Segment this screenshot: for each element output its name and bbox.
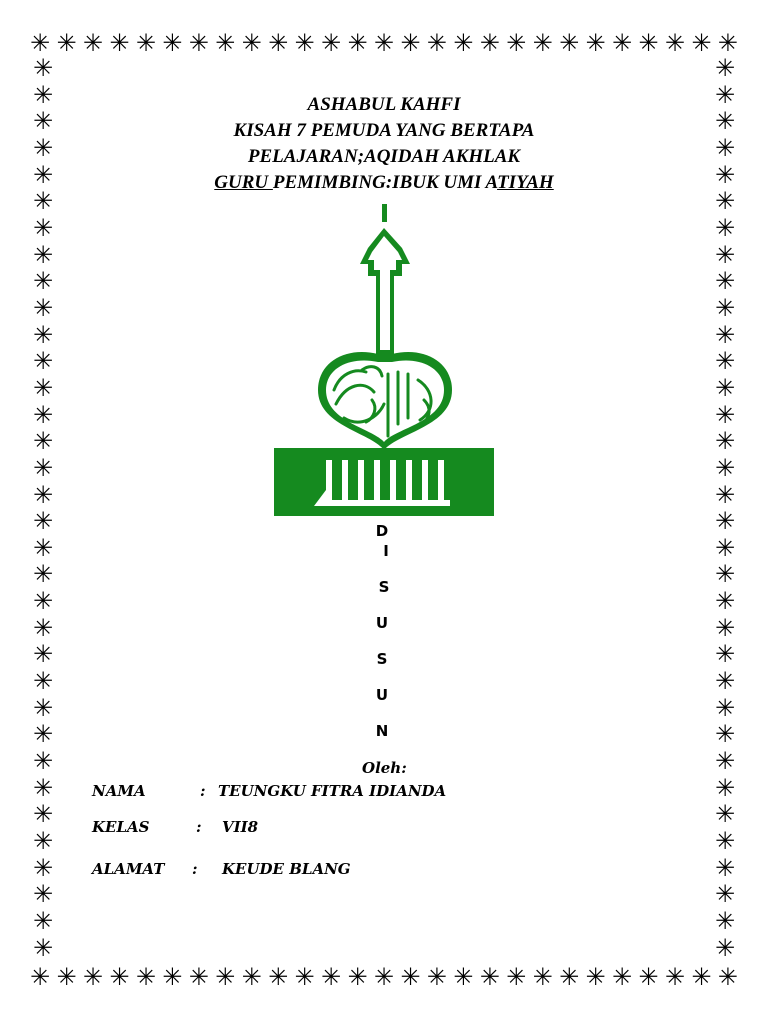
border-star-icon: ✳ [426, 29, 447, 57]
letter-i: I [383, 542, 389, 560]
border-star-icon: ✳ [32, 427, 54, 456]
border-star-icon: ✳ [506, 29, 527, 57]
border-star-icon: ✳ [714, 587, 736, 616]
border-star-icon: ✳ [32, 640, 54, 669]
border-star-icon: ✳ [32, 800, 54, 829]
border-star-icon: ✳ [215, 963, 236, 991]
border-star-icon: ✳ [506, 963, 527, 991]
border-top [30, 30, 738, 56]
border-star-icon: ✳ [714, 320, 736, 349]
border-star-icon: ✳ [714, 933, 736, 962]
title-block [0, 92, 768, 196]
border-star-icon: ✳ [32, 507, 54, 536]
border-star-icon: ✳ [32, 347, 54, 376]
border-star-icon: ✳ [559, 963, 580, 991]
border-star-icon: ✳ [373, 29, 394, 57]
border-star-icon: ✳ [453, 29, 474, 57]
field-alamat-colon: : [192, 860, 198, 878]
border-star-icon: ✳ [347, 29, 368, 57]
border-star-icon: ✳ [32, 533, 54, 562]
border-star-icon: ✳ [714, 347, 736, 376]
border-star-icon: ✳ [714, 773, 736, 802]
border-star-icon: ✳ [56, 963, 77, 991]
oleh-label: Oleh: [362, 759, 407, 777]
border-star-icon: ✳ [373, 963, 394, 991]
border-star-icon: ✳ [714, 453, 736, 482]
border-star-icon: ✳ [532, 29, 553, 57]
border-star-icon: ✳ [32, 720, 54, 749]
border-star-icon: ✳ [320, 29, 342, 57]
border-star-icon: ✳ [714, 533, 736, 562]
title-line-2: KISAH 7 PEMUDA YANG BERTAPA [233, 120, 535, 141]
border-star-icon: ✳ [714, 373, 736, 402]
letter-u: U [375, 614, 389, 632]
border-star-icon: ✳ [32, 933, 54, 962]
border-star-icon: ✳ [717, 29, 738, 57]
border-star-icon: ✳ [32, 880, 54, 909]
letter-s: S [378, 578, 390, 596]
border-star-icon: ✳ [188, 963, 209, 991]
field-nama-colon: : [200, 782, 206, 800]
border-star-icon: ✳ [109, 29, 130, 57]
border-bottom [30, 964, 738, 990]
border-star-icon: ✳ [320, 963, 342, 991]
border-star-icon: ✳ [664, 29, 685, 57]
border-star-icon: ✳ [479, 963, 500, 991]
field-kelas-colon: : [196, 818, 202, 836]
border-star-icon: ✳ [400, 29, 421, 57]
border-star-icon: ✳ [32, 693, 54, 722]
border-star-icon: ✳ [664, 963, 685, 991]
letter-s-2: S [376, 650, 388, 668]
border-star-icon: ✳ [714, 267, 736, 296]
border-star-icon: ✳ [714, 293, 736, 322]
border-star-icon: ✳ [82, 29, 104, 57]
border-star-icon: ✳ [714, 507, 736, 536]
border-star-icon: ✳ [32, 907, 54, 935]
border-star-icon: ✳ [56, 29, 77, 57]
field-kelas-value: VII8 [222, 818, 259, 836]
border-star-icon: ✳ [241, 29, 262, 57]
letter-u-2: U [375, 686, 389, 704]
border-star-icon: ✳ [453, 963, 474, 991]
border-star-icon: ✳ [294, 29, 315, 57]
border-star-icon: ✳ [559, 29, 580, 57]
border-star-icon: ✳ [32, 373, 54, 402]
border-star-icon: ✳ [714, 800, 736, 829]
border-star-icon: ✳ [611, 963, 633, 991]
title-line-4-pemimbing: PEMIMBING:IBUK UMI A [272, 172, 498, 193]
border-star-icon: ✳ [32, 320, 54, 349]
border-star-icon: ✳ [400, 963, 421, 991]
mosque-calligraphy-emblem-icon [274, 204, 496, 518]
border-star-icon: ✳ [32, 827, 54, 856]
title-line-3: PELAJARAN;AQIDAH AKHLAK [247, 146, 521, 167]
border-star-icon: ✳ [714, 880, 736, 909]
border-star-icon: ✳ [32, 667, 54, 696]
border-star-icon: ✳ [268, 963, 289, 991]
border-star-icon: ✳ [188, 29, 209, 57]
border-star-icon: ✳ [30, 963, 51, 991]
border-star-icon: ✳ [215, 29, 236, 57]
border-star-icon: ✳ [32, 213, 54, 242]
border-star-icon: ✳ [162, 963, 183, 991]
border-star-icon: ✳ [347, 963, 368, 991]
border-star-icon: ✳ [714, 720, 736, 749]
border-star-icon: ✳ [426, 963, 447, 991]
letter-d: D [375, 522, 389, 540]
border-star-icon: ✳ [714, 160, 736, 189]
border-star-icon: ✳ [714, 427, 736, 456]
border-star-icon: ✳ [714, 853, 736, 882]
border-star-icon: ✳ [585, 963, 606, 991]
border-star-icon: ✳ [714, 667, 736, 696]
border-star-icon: ✳ [241, 963, 262, 991]
border-star-icon: ✳ [714, 693, 736, 722]
border-star-icon: ✳ [714, 560, 736, 589]
border-star-icon: ✳ [32, 773, 54, 802]
border-star-icon: ✳ [32, 80, 54, 109]
border-star-icon: ✳ [714, 827, 736, 856]
border-star-icon: ✳ [638, 963, 659, 991]
border-star-icon: ✳ [714, 747, 736, 776]
title-line-4 [0, 170, 768, 196]
border-star-icon: ✳ [135, 29, 156, 57]
border-star-icon: ✳ [32, 54, 54, 82]
letter-n: N [375, 722, 389, 740]
border-star-icon: ✳ [32, 240, 54, 269]
border-star-icon: ✳ [32, 587, 54, 616]
border-star-icon: ✳ [638, 29, 659, 57]
border-star-icon: ✳ [714, 54, 736, 82]
border-star-icon: ✳ [585, 29, 606, 57]
border-star-icon: ✳ [714, 907, 736, 935]
border-star-icon: ✳ [82, 963, 104, 991]
border-star-icon: ✳ [691, 963, 712, 991]
border-star-icon: ✳ [479, 29, 500, 57]
border-star-icon: ✳ [611, 29, 633, 57]
border-star-icon: ✳ [714, 133, 736, 162]
border-star-icon: ✳ [32, 293, 54, 322]
border-star-icon: ✳ [714, 400, 736, 429]
field-nama-value: TEUNGKU FITRA IDIANDA [218, 782, 447, 800]
border-star-icon: ✳ [32, 560, 54, 589]
border-star-icon: ✳ [135, 963, 156, 991]
border-star-icon: ✳ [714, 80, 736, 109]
title-line-4-tiyah: TIYAH [497, 172, 554, 193]
title-line-1: ASHABUL KAHFI [307, 94, 461, 115]
field-alamat-label: ALAMAT [92, 860, 165, 878]
border-star-icon: ✳ [714, 640, 736, 669]
border-star-icon: ✳ [714, 213, 736, 242]
border-star-icon: ✳ [32, 400, 54, 429]
border-star-icon: ✳ [32, 747, 54, 776]
border-star-icon: ✳ [714, 107, 736, 136]
border-star-icon: ✳ [714, 480, 736, 509]
border-star-icon: ✳ [30, 29, 51, 57]
border-star-icon: ✳ [32, 160, 54, 189]
border-star-icon: ✳ [162, 29, 183, 57]
border-star-icon: ✳ [714, 240, 736, 269]
field-alamat-value: KEUDE BLANG [222, 860, 351, 878]
border-star-icon: ✳ [32, 267, 54, 296]
border-star-icon: ✳ [32, 187, 54, 216]
border-star-icon: ✳ [268, 29, 289, 57]
border-star-icon: ✳ [714, 613, 736, 642]
border-star-icon: ✳ [294, 963, 315, 991]
disusun-vertical-text [368, 522, 398, 742]
border-star-icon: ✳ [532, 963, 553, 991]
border-star-icon: ✳ [714, 187, 736, 216]
border-star-icon: ✳ [717, 963, 738, 991]
title-line-4-guru: GURU [214, 172, 273, 193]
border-star-icon: ✳ [32, 853, 54, 882]
border-star-icon: ✳ [32, 613, 54, 642]
border-star-icon: ✳ [109, 963, 130, 991]
border-star-icon: ✳ [32, 480, 54, 509]
border-star-icon: ✳ [32, 133, 54, 162]
border-star-icon: ✳ [32, 453, 54, 482]
field-kelas-label: KELAS [92, 818, 150, 836]
border-star-icon: ✳ [691, 29, 712, 57]
border-star-icon: ✳ [32, 107, 54, 136]
field-nama-label: NAMA [92, 782, 146, 800]
